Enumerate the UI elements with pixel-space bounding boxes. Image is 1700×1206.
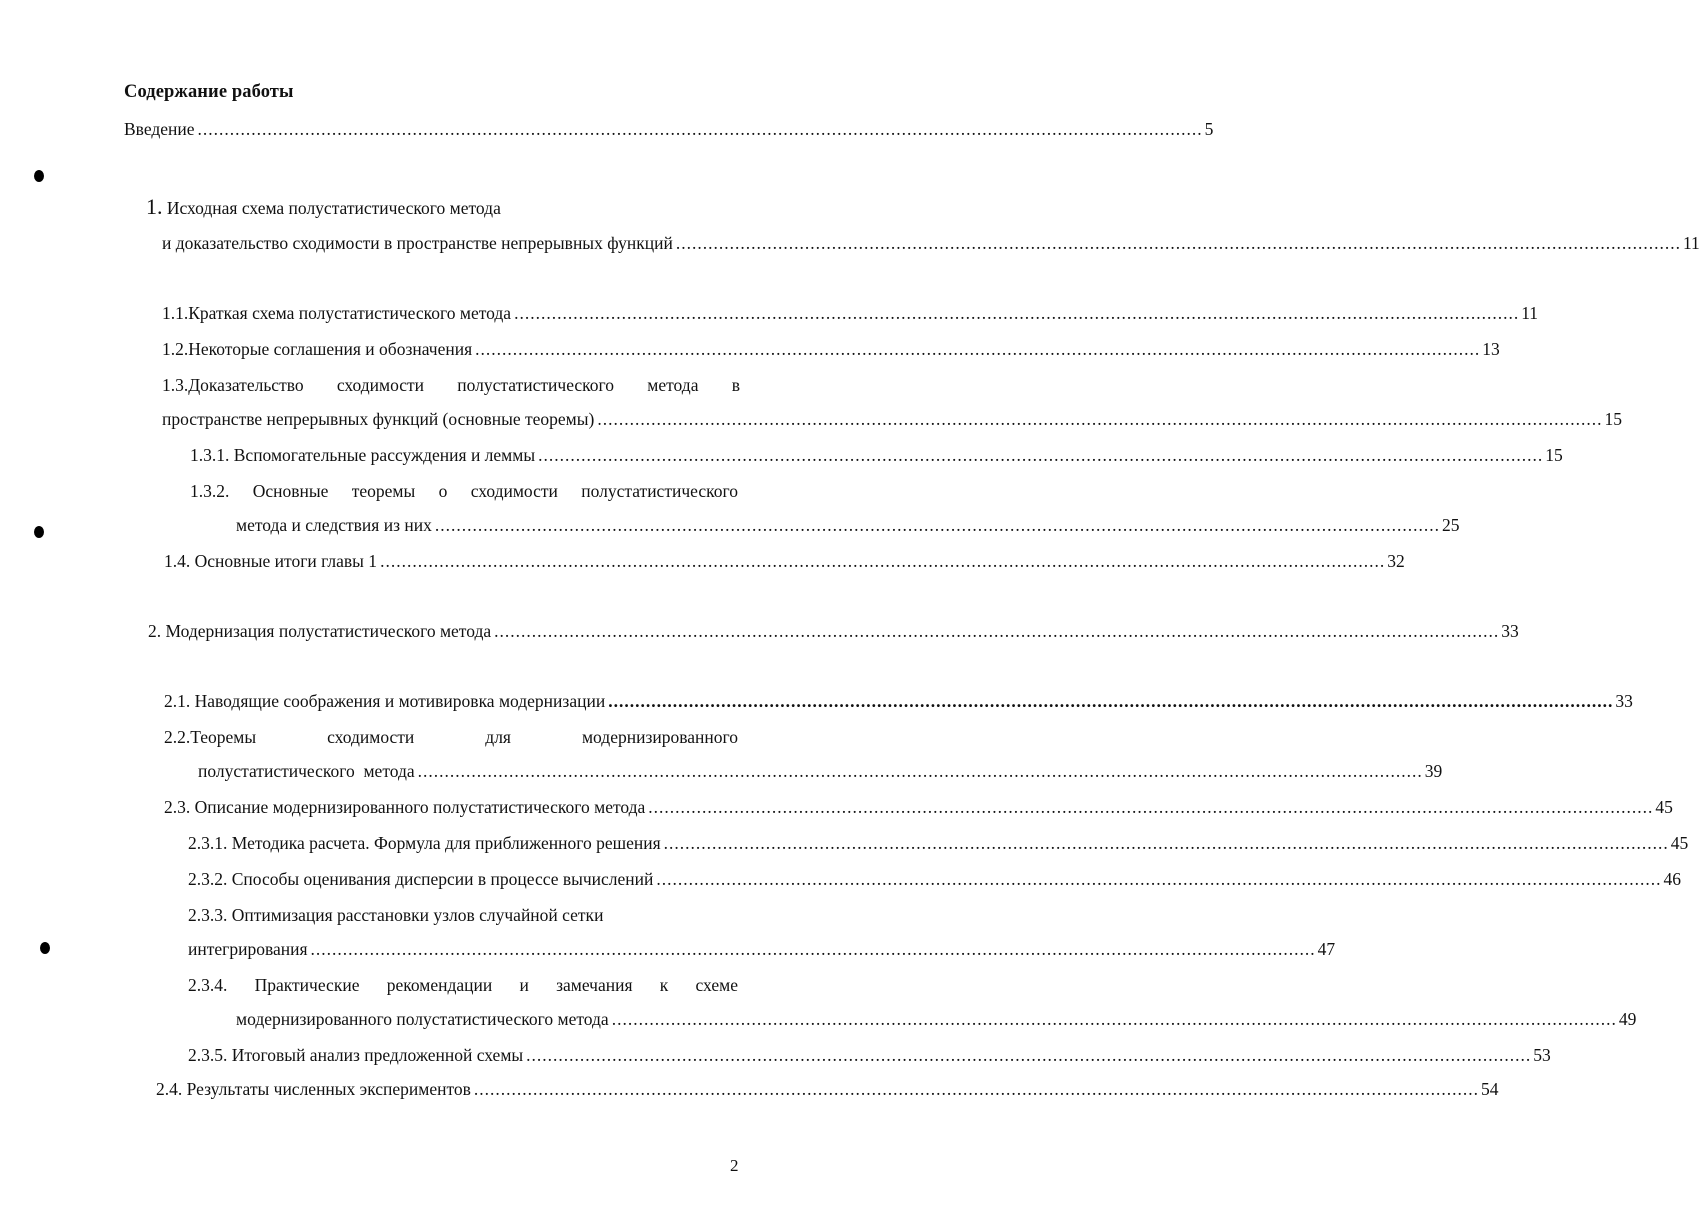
toc-label: 2.4. Результаты численных экспериментов <box>156 1079 471 1099</box>
toc-word: схеме <box>695 975 738 995</box>
leader-dots: ........................................................................................................................................................................................... <box>475 339 1481 359</box>
toc-word: 1.3.Доказательство <box>162 375 304 395</box>
toc-page: 47 <box>1317 939 1336 959</box>
toc-word: полустатистического <box>457 375 615 395</box>
toc-word: о <box>438 481 448 501</box>
toc-chapter-1-line2 <box>162 230 1700 256</box>
margin-dot-3 <box>40 942 50 954</box>
toc-entry-1-2 <box>162 336 1500 362</box>
leader-dots: ........................................................................................................................................................................................... <box>310 939 1316 959</box>
toc-word: 2.3.4. <box>188 975 228 995</box>
toc-page: 45 <box>1670 833 1689 853</box>
toc-chapter-2 <box>148 618 1519 644</box>
leader-dots: ........................................................................................................................................................................................... <box>473 1079 1480 1099</box>
toc-label: 1.1.Краткая схема полустатистического метода <box>162 303 512 323</box>
toc-word: полустатистического <box>581 481 738 501</box>
toc-word: 1.3.2. <box>190 481 230 501</box>
leader-dots: ........................................................................................................................................................................................... <box>663 833 1669 853</box>
toc-page: 33 <box>1615 691 1633 711</box>
toc-word: сходимости <box>327 727 415 747</box>
leader-dots: ........................................................................................................................................................................................... <box>197 119 1203 139</box>
toc-label: 1.3.1. Вспомогательные рассуждения и леммы <box>190 445 536 465</box>
toc-word: Основные <box>252 481 329 501</box>
toc-entry-1-3-1 <box>190 442 1563 468</box>
leader-dots: ........................................................................................................................................................................................... <box>514 303 1520 323</box>
toc-word: замечания <box>556 975 633 995</box>
leader-dots: ........................................................................................................................................................................................... <box>648 797 1654 817</box>
toc-word: 2.2.Теоремы <box>164 727 257 747</box>
toc-page: 11 <box>1682 233 1700 253</box>
leader-dots: ........................................................................................................................................................................................... <box>526 1045 1532 1065</box>
toc-label: Введение <box>124 119 195 139</box>
leader-dots: ........................................................................................................................................................................................... <box>608 691 1614 711</box>
toc-label: пространстве непрерывных функций (основные теоремы) <box>162 409 595 429</box>
toc-label: и доказательство сходимости в пространстве непрерывных функций <box>162 233 673 253</box>
toc-entry-2-3 <box>164 794 1673 820</box>
toc-entry-1-3-2-line1 <box>190 478 738 504</box>
page-number: 2 <box>730 1156 739 1175</box>
leader-dots: ........................................................................................................................................................................................... <box>494 621 1500 641</box>
leader-dots: ........................................................................................................................................................................................... <box>434 515 1440 535</box>
toc-label: 2.3.2. Способы оценивания дисперсии в процессе вычислений <box>188 869 654 889</box>
leader-dots: ........................................................................................................................................................................................... <box>380 551 1386 571</box>
toc-entry-1-1 <box>162 300 1539 326</box>
toc-label: 2.1. Наводящие соображения и мотивировка модернизации <box>164 691 606 711</box>
toc-label: метода и следствия из них <box>236 515 432 535</box>
toc-entry-2-3-4-line1 <box>188 972 738 998</box>
toc-entry-2-3-3-line2 <box>188 936 1336 962</box>
toc-word: сходимости <box>470 481 558 501</box>
toc-page: 13 <box>1482 339 1500 359</box>
leader-dots: ........................................................................................................................................................................................... <box>611 1009 1617 1029</box>
toc-chapter-1-line1 <box>146 194 794 220</box>
toc-page: 32 <box>1387 551 1405 571</box>
toc-page: 15 <box>1545 445 1563 465</box>
toc-label: Исходная схема полустатистического метода <box>166 198 501 218</box>
toc-entry-1-3-2-line2 <box>236 512 1460 538</box>
toc-word: модернизированного <box>581 727 738 747</box>
toc-page: 25 <box>1441 515 1460 535</box>
toc-entry-1-3-line2 <box>162 406 1622 432</box>
leader-dots: ........................................................................................................................................................................................... <box>675 233 1681 253</box>
toc-word: рекомендации <box>386 975 493 995</box>
leader-dots: ........................................................................................................................................................................................... <box>597 409 1603 429</box>
toc-label: 1.2.Некоторые соглашения и обозначения <box>162 339 473 359</box>
toc-label: 2.3.5. Итоговый анализ предложенной схемы <box>188 1045 524 1065</box>
toc-entry-intro <box>124 116 1214 142</box>
toc-entry-2-2-line2 <box>198 758 1443 784</box>
toc-label: интегрирования <box>188 939 308 959</box>
toc-word: и <box>519 975 529 995</box>
toc-page: 39 <box>1424 761 1443 781</box>
toc-page: 53 <box>1533 1045 1551 1065</box>
toc-entry-2-4 <box>156 1076 1499 1102</box>
chapter-number: 1. <box>146 194 163 219</box>
toc-entry-2-3-4-line2 <box>236 1006 1637 1032</box>
toc-entry-2-3-5 <box>188 1042 1551 1068</box>
toc-entry-2-1 <box>164 688 1633 714</box>
toc-word: Практические <box>254 975 360 995</box>
toc-entry-1-4 <box>164 548 1405 574</box>
toc-label: 1.4. Основные итоги главы 1 <box>164 551 378 571</box>
toc-word: теоремы <box>351 481 416 501</box>
margin-dot-1 <box>34 170 44 182</box>
leader-dots: ........................................................................................................................................................................................... <box>538 445 1544 465</box>
toc-page: 54 <box>1481 1079 1499 1099</box>
toc-label: 2. Модернизация полустатистического метода <box>148 621 492 641</box>
leader-dots: ........................................................................................................................................................................................... <box>656 869 1662 889</box>
toc-page: 49 <box>1618 1009 1637 1029</box>
toc-word: сходимости <box>336 375 425 395</box>
toc-label: модернизированного полустатистического метода <box>236 1009 609 1029</box>
toc-page: 33 <box>1501 621 1519 641</box>
toc-label: полустатистического метода <box>198 761 415 781</box>
toc-page: 5 <box>1204 119 1214 139</box>
toc-page: 46 <box>1663 869 1682 889</box>
toc-word: метода <box>647 375 699 395</box>
leader-dots: ........................................................................................................................................................................................... <box>417 761 1423 781</box>
toc-word: для <box>485 727 511 747</box>
toc-page: 45 <box>1655 797 1673 817</box>
toc-entry-2-2-line1 <box>164 724 738 750</box>
toc-entry-2-3-1 <box>188 830 1689 856</box>
toc-label: 2.3. Описание модернизированного полустатистического метода <box>164 797 646 817</box>
toc-word: в <box>731 375 740 395</box>
toc-entry-2-3-3-line1 <box>188 902 794 928</box>
toc-title: Содержание работы <box>124 82 294 102</box>
margin-dot-2 <box>34 526 44 538</box>
toc-word: к <box>659 975 669 995</box>
toc-page: 11 <box>1521 303 1539 323</box>
toc-label: 2.3.3. Оптимизация расстановки узлов случайной сетки <box>188 905 604 925</box>
toc-entry-2-3-2 <box>188 866 1682 892</box>
toc-page: 15 <box>1604 409 1622 429</box>
toc-label: 2.3.1. Методика расчета. Формула для приближенного решения <box>188 833 661 853</box>
toc-entry-1-3-line1 <box>162 372 740 398</box>
